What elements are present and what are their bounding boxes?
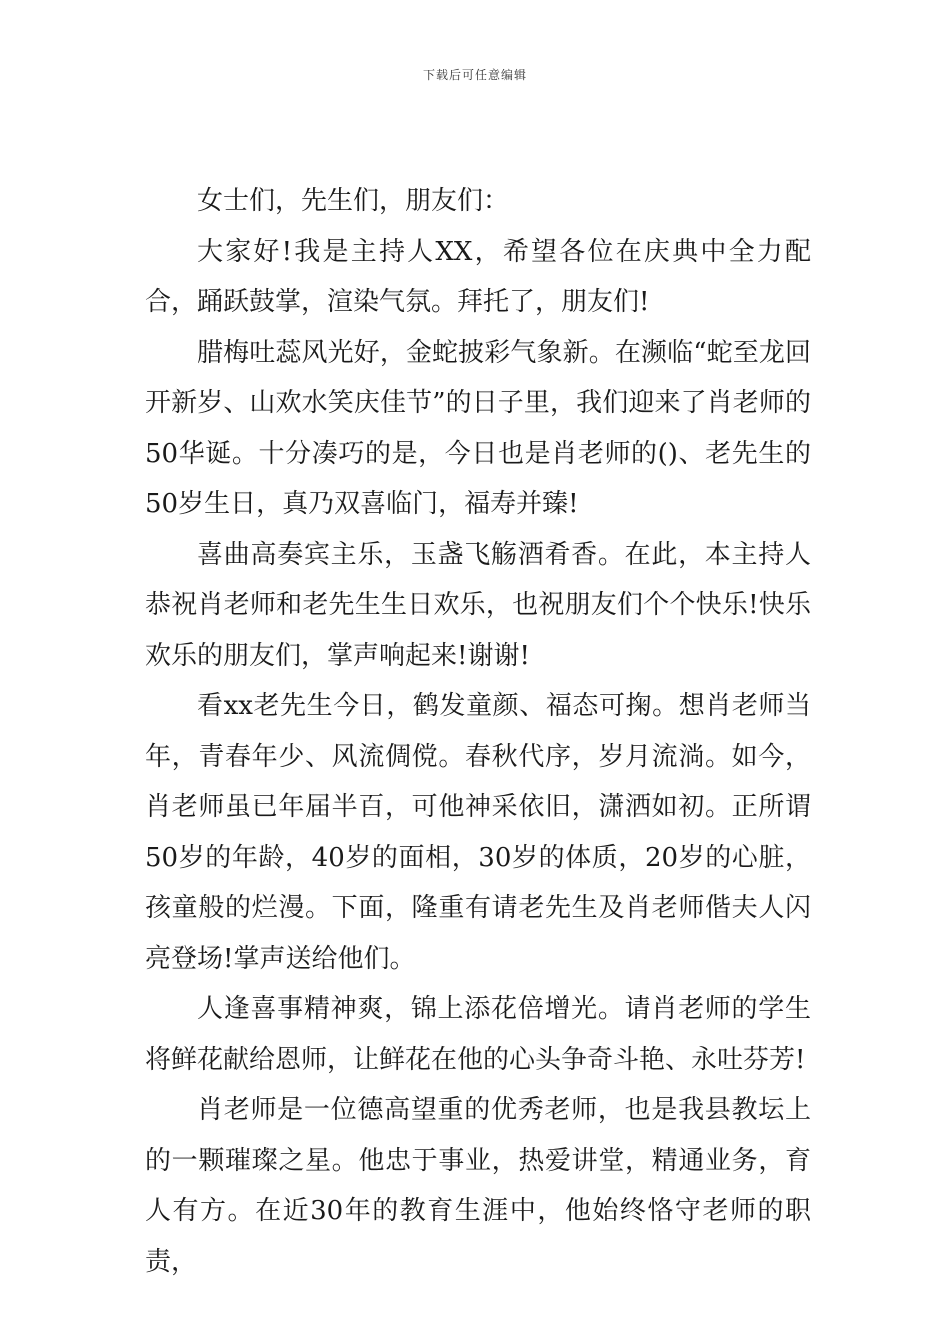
paragraph-flowers: 人逢喜事精神爽，锦上添花倍增光。请肖老师的学生将鲜花献给恩师，让鲜花在他的心头争奇斗艳、永吐芬芳!	[145, 994, 811, 1075]
document-body	[145, 176, 811, 1287]
page-header-note: 下载后可任意编辑	[422, 68, 527, 82]
paragraph-teacher-praise: 肖老师是一位德高望重的优秀老师，也是我县教坛上的一颗璀璨之星。他忠于事业，热爱讲堂，精通业务，育人有方。在近30年的教育生涯中，他始终恪守老师的职责，	[145, 1095, 811, 1277]
paragraph-tribute: 看xx老先生今日，鹤发童颜、福态可掬。想肖老师当年，青春年少、风流倜傥。春秋代序，岁月流淌。如今，肖老师虽已年届半百，可他神采依旧，潇洒如初。正所谓50岁的年龄，40岁的面相，30岁的体质，20岁的心脏，孩童般的烂漫。下面，隆重有请老先生及肖老师偕夫人闪亮登场!掌声送给他们。	[145, 691, 811, 974]
paragraph-greeting: 女士们，先生们，朋友们：	[197, 186, 510, 216]
paragraph-occasion: 腊梅吐蕊风光好，金蛇披彩气象新。在濒临“蛇至龙回开新岁、山欢水笑庆佳节”的日子里，我们迎来了肖老师的50华诞。十分凑巧的是，今日也是肖老师的()、老先生的50岁生日，真乃双喜临门，福寿并臻!	[145, 337, 811, 519]
paragraph-blessing: 喜曲高奏宾主乐，玉盏飞觞酒肴香。在此，本主持人恭祝肖老师和老先生生日欢乐，也祝朋友们个个快乐!快乐欢乐的朋友们，掌声响起来!谢谢!	[145, 539, 811, 671]
paragraph-host-intro: 大家好!我是主持人XX，希望各位在庆典中全力配合，踊跃鼓掌，渲染气氛。拜托了，朋友们!	[145, 236, 811, 317]
